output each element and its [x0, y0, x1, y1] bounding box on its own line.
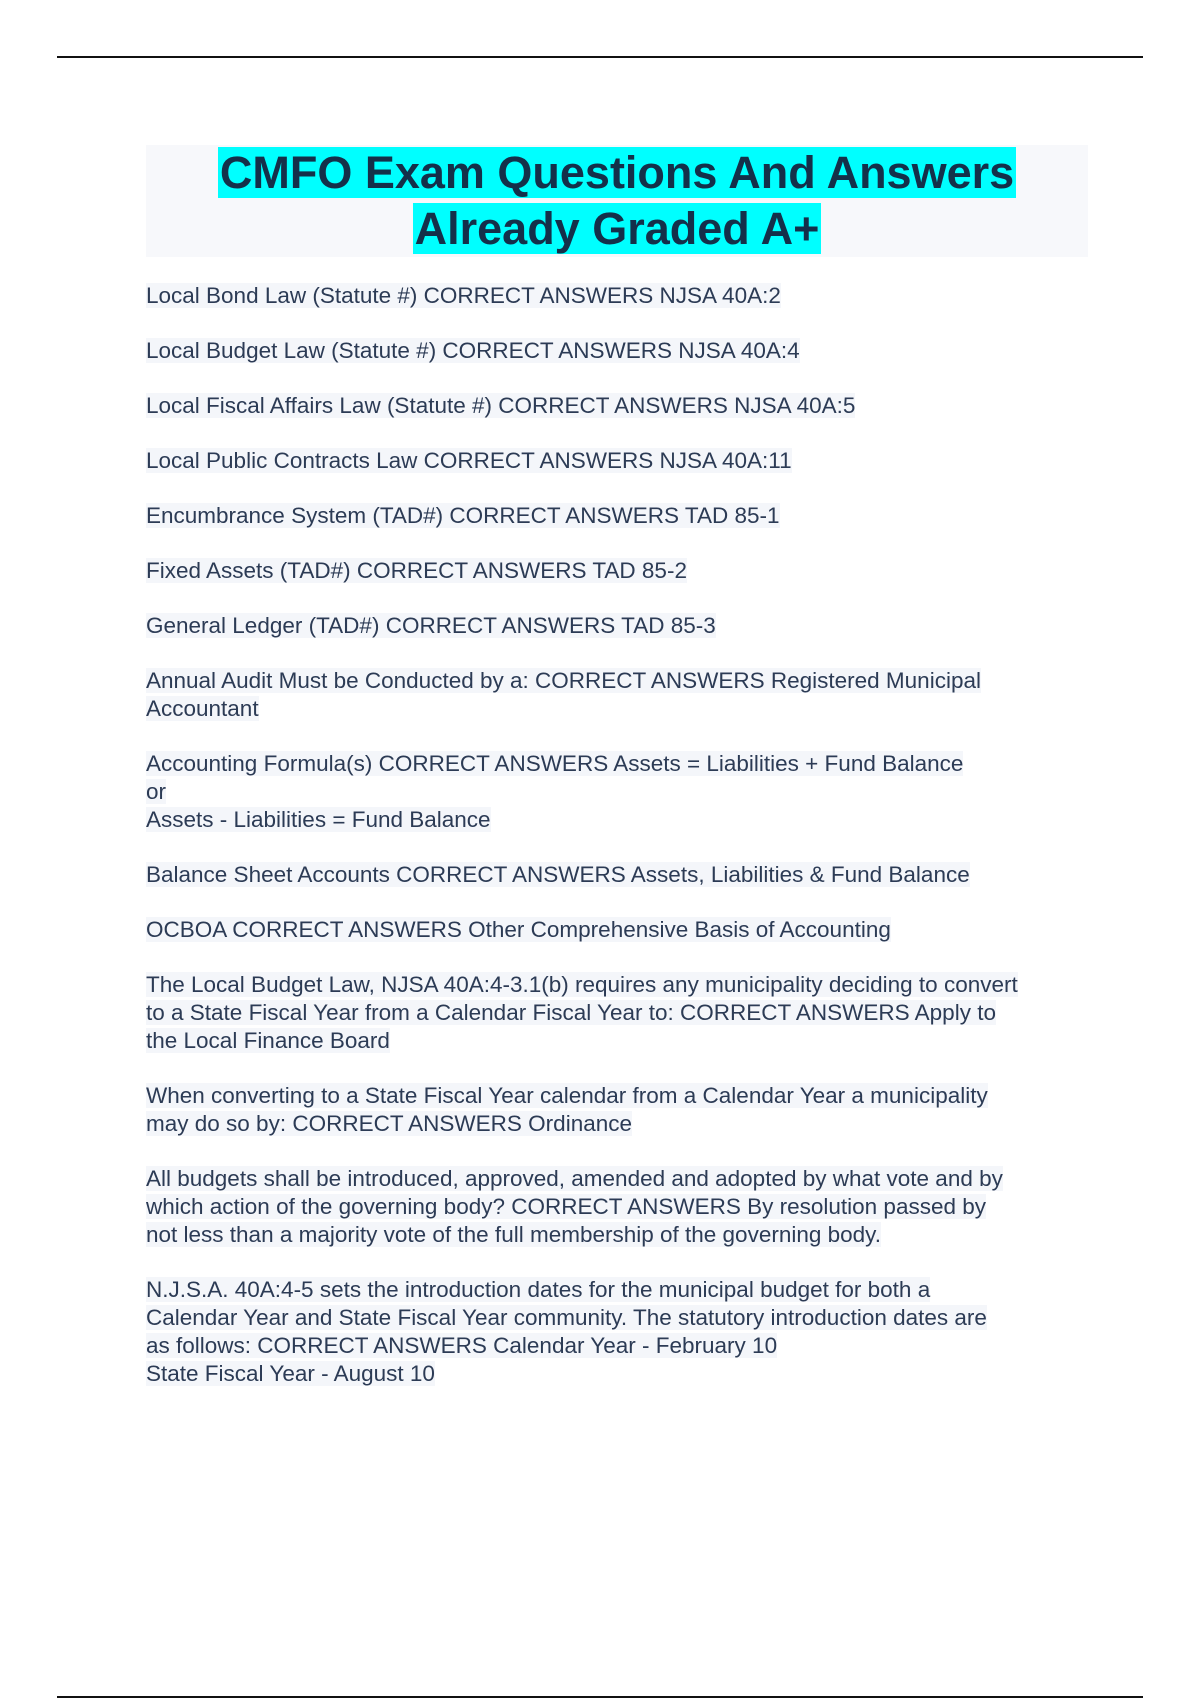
qa-line: [146, 337, 1096, 365]
qa-line-text: Accountant: [146, 696, 259, 721]
qa-item: [146, 282, 1096, 310]
document-title: [146, 145, 1088, 257]
qa-line-text: All budgets shall be introduced, approved, amended and adopted by what vote and by: [146, 1166, 1003, 1191]
footer-rule: [57, 1696, 1143, 1698]
qa-line: [146, 1360, 1096, 1388]
header-rule: [57, 56, 1143, 58]
qa-line-text: Local Public Contracts Law CORRECT ANSWERS NJSA 40A:11: [146, 448, 792, 473]
qa-item: [146, 1082, 1096, 1138]
qa-item: [146, 612, 1096, 640]
qa-item: [146, 971, 1096, 1055]
qa-line-text: Annual Audit Must be Conducted by a: CORRECT ANSWERS Registered Municipal: [146, 668, 981, 693]
qa-line-text: not less than a majority vote of the full membership of the governing body.: [146, 1222, 881, 1247]
qa-line: [146, 1082, 1096, 1110]
qa-line: [146, 392, 1096, 420]
qa-item: [146, 1165, 1096, 1249]
qa-item: [146, 557, 1096, 585]
qa-item: [146, 667, 1096, 723]
title-line-1: CMFO Exam Questions And Answers: [219, 147, 1015, 198]
qa-item: [146, 392, 1096, 420]
qa-line-text: General Ledger (TAD#) CORRECT ANSWERS TAD 85-3: [146, 613, 716, 638]
qa-line-text: as follows: CORRECT ANSWERS Calendar Year - February 10: [146, 1333, 778, 1358]
title-line-2: Already Graded A+: [414, 203, 820, 254]
qa-line-text: Local Budget Law (Statute #) CORRECT ANSWERS NJSA 40A:4: [146, 338, 800, 363]
qa-line: [146, 778, 1096, 806]
qa-line: [146, 612, 1096, 640]
qa-line: [146, 999, 1096, 1027]
qa-line: [146, 1027, 1096, 1055]
qa-item: [146, 1276, 1096, 1388]
qa-line: [146, 447, 1096, 475]
qa-line-text: Accounting Formula(s) CORRECT ANSWERS Assets = Liabilities + Fund Balance: [146, 751, 964, 776]
qa-item: [146, 750, 1096, 834]
qa-line: [146, 502, 1096, 530]
qa-line-text: The Local Budget Law, NJSA 40A:4-3.1(b) requires any municipality deciding to convert: [146, 972, 1018, 997]
qa-line: [146, 282, 1096, 310]
qa-line-text: Encumbrance System (TAD#) CORRECT ANSWERS TAD 85-1: [146, 503, 780, 528]
qa-item: [146, 447, 1096, 475]
qa-line-text: Local Fiscal Affairs Law (Statute #) CORRECT ANSWERS NJSA 40A:5: [146, 393, 856, 418]
qa-line: [146, 695, 1096, 723]
qa-line-text: State Fiscal Year - August 10: [146, 1361, 435, 1386]
qa-line: [146, 861, 1096, 889]
qa-line: [146, 1332, 1096, 1360]
qa-item: [146, 916, 1096, 944]
qa-line: [146, 667, 1096, 695]
qa-line: [146, 1165, 1096, 1193]
qa-line: [146, 557, 1096, 585]
qa-line-text: Fixed Assets (TAD#) CORRECT ANSWERS TAD 85-2: [146, 558, 687, 583]
qa-list: [146, 282, 1096, 1415]
qa-line: [146, 750, 1096, 778]
qa-line-text: Assets - Liabilities = Fund Balance: [146, 807, 491, 832]
qa-line: [146, 971, 1096, 999]
qa-line: [146, 806, 1096, 834]
qa-line: [146, 1276, 1096, 1304]
qa-line-text: to a State Fiscal Year from a Calendar Fiscal Year to: CORRECT ANSWERS Apply to: [146, 1000, 996, 1025]
qa-item: [146, 861, 1096, 889]
qa-item: [146, 502, 1096, 530]
qa-line-text: N.J.S.A. 40A:4-5 sets the introduction dates for the municipal budget for both a: [146, 1277, 931, 1302]
qa-line-text: OCBOA CORRECT ANSWERS Other Comprehensive Basis of Accounting: [146, 917, 891, 942]
qa-line-text: which action of the governing body? CORRECT ANSWERS By resolution passed by: [146, 1194, 986, 1219]
qa-line-text: may do so by: CORRECT ANSWERS Ordinance: [146, 1111, 632, 1136]
qa-line-text: the Local Finance Board: [146, 1028, 390, 1053]
qa-line-text: When converting to a State Fiscal Year calendar from a Calendar Year a municipality: [146, 1083, 988, 1108]
qa-line: [146, 916, 1096, 944]
qa-line-text: Balance Sheet Accounts CORRECT ANSWERS Assets, Liabilities & Fund Balance: [146, 862, 970, 887]
qa-line: [146, 1304, 1096, 1332]
qa-item: [146, 337, 1096, 365]
qa-line: [146, 1193, 1096, 1221]
qa-line-text: Local Bond Law (Statute #) CORRECT ANSWERS NJSA 40A:2: [146, 283, 781, 308]
qa-line: [146, 1110, 1096, 1138]
qa-line-text: Calendar Year and State Fiscal Year community. The statutory introduction dates are: [146, 1305, 987, 1330]
qa-line-text: or: [146, 779, 167, 804]
qa-line: [146, 1221, 1096, 1249]
